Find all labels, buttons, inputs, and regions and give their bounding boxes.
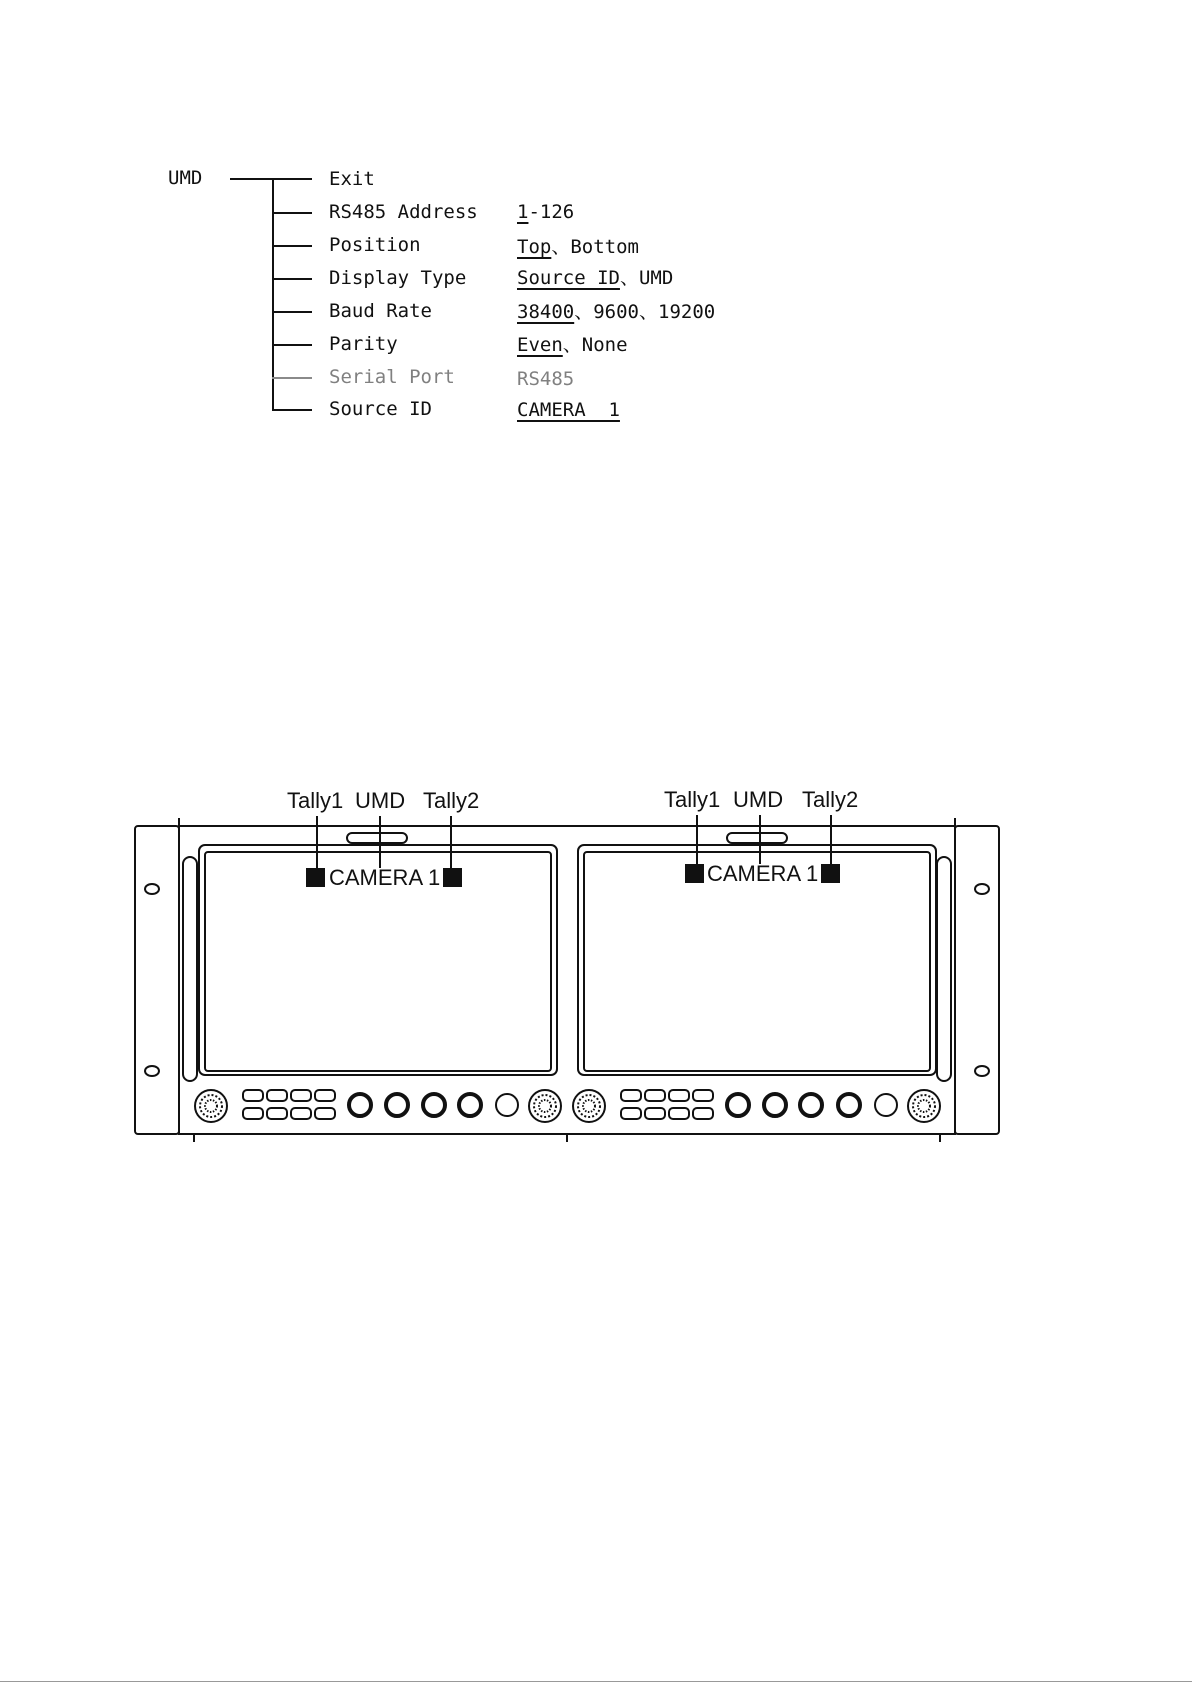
tally2-square — [443, 868, 462, 887]
ear-hole — [145, 1066, 159, 1076]
value-separator: 、 — [638, 301, 658, 323]
top-slot — [347, 833, 407, 843]
page-bottom-rule — [0, 1681, 1192, 1682]
menu-root-label: UMD — [168, 167, 203, 189]
left-tally2-label: Tally2 — [423, 788, 480, 813]
left-screen-umd-text: CAMERA 1 — [329, 865, 441, 890]
menu-item-rs485-address: RS485 Address — [329, 201, 478, 223]
value-option: None — [581, 334, 628, 356]
tally2-square — [821, 864, 840, 883]
menu-item-baud-rate: Baud Rate — [329, 300, 432, 322]
menu-item-serial-port: Serial Port — [329, 366, 455, 388]
right-controls — [573, 1090, 940, 1122]
menu-item-display-type: Display Type — [329, 267, 467, 289]
tally1-square — [685, 864, 704, 883]
menu-item-position: Position — [329, 234, 421, 256]
value-separator: 、 — [562, 334, 582, 356]
menu-item-parity: Parity — [329, 333, 398, 355]
right-rack-ear — [955, 826, 999, 1134]
value-default: 1 — [517, 201, 529, 223]
left-rack-ear — [135, 826, 179, 1134]
right-screen-umd-text: CAMERA 1 — [707, 861, 819, 886]
value-separator: 、 — [619, 267, 639, 289]
top-slot — [727, 833, 787, 843]
value-default: 38400 — [517, 301, 575, 323]
right-tally2-label: Tally2 — [802, 787, 859, 812]
value-separator: 、 — [574, 301, 594, 323]
value-option: 19200 — [658, 301, 716, 323]
left-controls — [195, 1090, 561, 1122]
ear-hole — [145, 884, 159, 894]
value-default: CAMERA 1 — [517, 399, 620, 421]
right-handle — [937, 857, 951, 1081]
value-default: Source ID — [517, 267, 620, 289]
menu-item-source-id: Source ID — [329, 398, 432, 420]
value-option: Bottom — [570, 236, 639, 258]
menu-item-exit: Exit — [329, 168, 375, 190]
value-option: 9600 — [593, 301, 639, 323]
right-umd-label: UMD — [733, 787, 784, 812]
value-default: Top — [517, 236, 552, 258]
value-default: Even — [517, 334, 563, 356]
left-tally1-label: Tally1 — [287, 788, 344, 813]
value-separator: 、 — [551, 236, 571, 258]
value-option: RS485 — [517, 368, 575, 390]
left-handle — [183, 857, 197, 1081]
ear-hole — [975, 884, 989, 894]
value-option: UMD — [638, 267, 674, 289]
value-range: -126 — [528, 201, 575, 223]
left-umd-label: UMD — [355, 788, 406, 813]
tally1-square — [306, 868, 325, 887]
right-tally1-label: Tally1 — [664, 787, 721, 812]
ear-hole — [975, 1066, 989, 1076]
